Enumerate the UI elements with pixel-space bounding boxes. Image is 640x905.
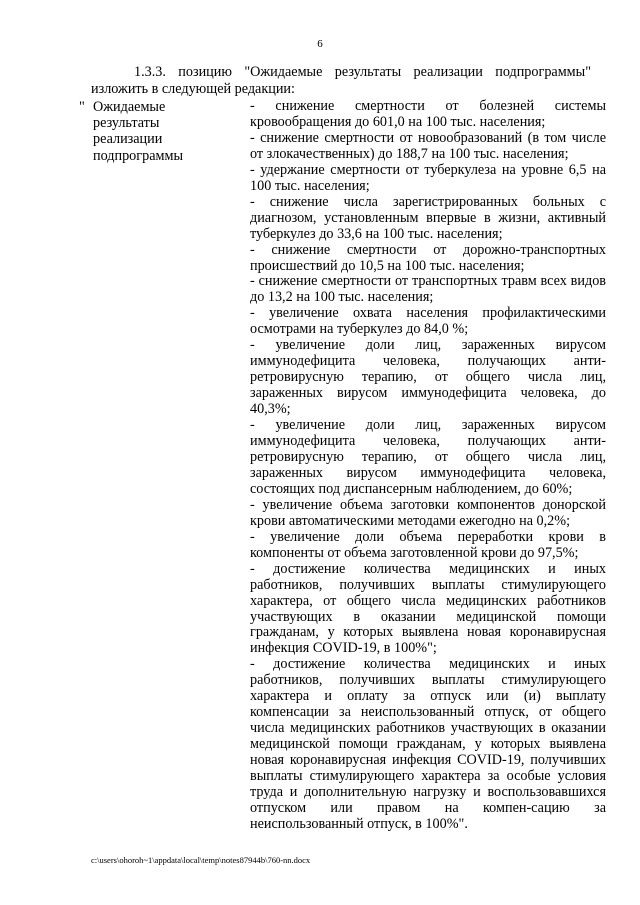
position-title-line: реализации: [93, 131, 163, 148]
result-item: - увеличение охвата населения профилактическими осмотрами на туберкулез до 84,0 %;: [250, 305, 606, 338]
result-item: - снижение смертности от болезней системы кровообращения до 601,0 на 100 тыс. населения;: [250, 98, 606, 130]
result-item: - снижение смертности от новообразований (в том числе от злокачественных) до 188,7 на 100 тыс. населения;: [250, 129, 606, 162]
page-number: 6: [317, 38, 323, 50]
position-title-line: Ожидаемые: [93, 99, 166, 115]
file-path-footer: c:\users\ohoroh~1\appdata\local\temp\notes87944b\760-nn.docx: [91, 855, 311, 865]
opening-quote-mark: ": [79, 99, 85, 115]
result-item: - увеличение доли лиц, зараженных вирусом иммунодефицита человека, получающих анти-ретровирусную терапию, от общего числа лиц, зараженных вирусом иммунодефицита человека, состоящих под диспансерным наблюдением, до 60%;: [250, 417, 606, 497]
position-title-line: подпрограммы: [93, 147, 183, 164]
result-item: - снижение числа зарегистрированных больных с диагнозом, установленным впервые в жизни, активный туберкулез до 33,6 на 100 тыс. населения;: [250, 193, 606, 242]
result-item: - увеличение доли объема переработки крови в компоненты от объема заготовленной крови до 97,5%;: [250, 528, 606, 561]
intro-paragraph: 1.3.3. позицию "Ожидаемые результаты реализации подпрограммы" изложить в следующей редакции:: [91, 64, 591, 97]
result-item: - достижение количества медицинских и иных работников, получивших выплаты стимулирующего характера, от общего числа медицинских работников участвующих в оказании медицинской помощи гражданам, у которых выявлена новая коронавирусная инфекция COVID-19, в 100%";: [250, 560, 606, 657]
result-item: - снижение смертности от транспортных травм всех видов до 13,2 на 100 тыс. населения;: [250, 273, 606, 306]
position-title: [93, 99, 233, 164]
result-item: - достижение количества медицинских и иных работников, получивших выплаты стимулирующего характера и оплату за отпуск или (и) выплату компенсации за неиспользованный отпуск, от общего числа медицинских работников участвующих в оказании медицинской помощи гражданам, у которых выявлена новая коронавирусная инфекция COVID-19, получивших выплаты стимулирующего характера за особые условия труда и дополнительную нагрузку и воспользовавшихся отпуском или правом на компен-сацию за неиспользованный отпуск, в 100%".: [250, 656, 606, 832]
expected-results-list: [250, 99, 606, 833]
result-item: - снижение смертности от дорожно-транспортных происшествий до 10,5 на 100 тыс. населения;: [250, 241, 606, 274]
result-item: - увеличение доли лиц, зараженных вирусом иммунодефицита человека, получающих анти-ретровирусную терапию, от общего числа лиц, зараженных вирусом иммунодефицита человека, до 40,3%;: [250, 337, 606, 418]
result-item: - увеличение объема заготовки компонентов донорской крови автоматическими методами ежегодно на 0,2%;: [250, 496, 606, 529]
position-title-line: результаты: [93, 115, 160, 132]
result-item: - удержание смертности от туберкулеза на уровне 6,5 на 100 тыс. населения;: [250, 161, 606, 194]
